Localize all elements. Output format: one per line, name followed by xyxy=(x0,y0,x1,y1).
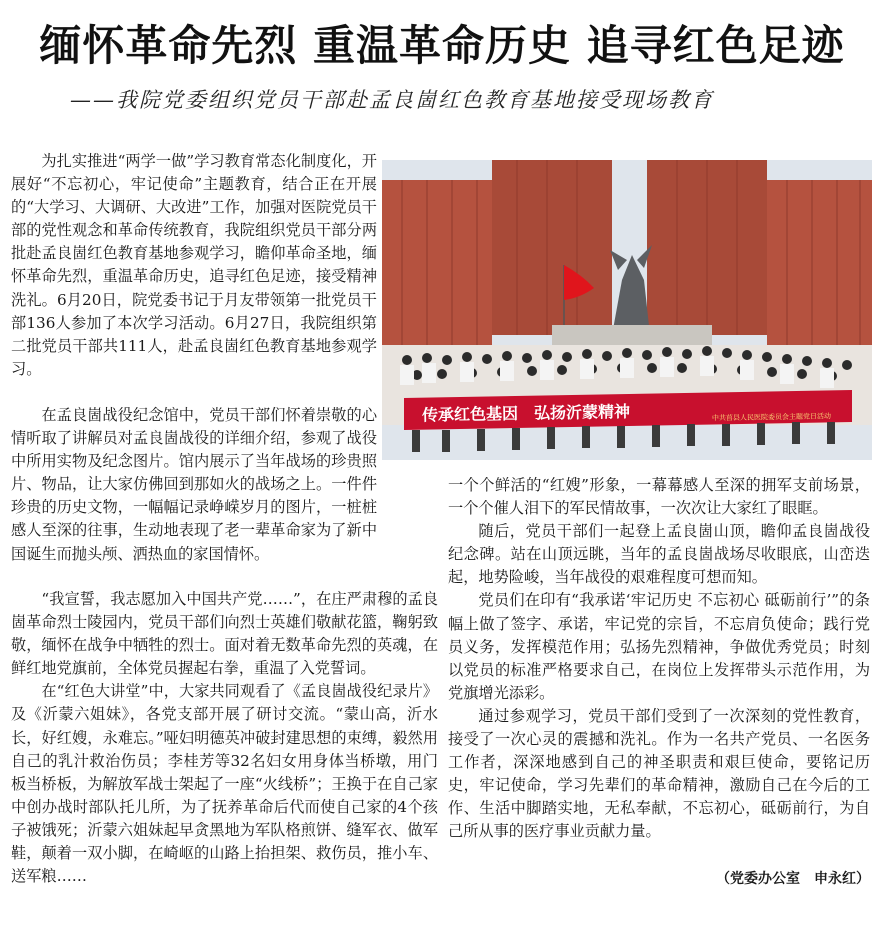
text-column-left xyxy=(11,150,377,381)
text-column-right xyxy=(448,474,870,844)
paragraph-1: 为扎实推进“两学一做”学习教育常态化制度化，开展好“不忘初心，牢记使命”主题教育，结合正在开展的“大学习、大调研、大改进”工作，加强对医院党员干部的党性观念和革命传统教育，我院组织党员干部分两批赴孟良崮红色教育基地参观学习，瞻仰革命圣地，缅怀革命先烈，重温革命历史，追寻红色足迹，接受精神洗礼。6月20日，院党委书记于月友带领第一批党员干部136人参加了本次学习活动。6月27日，我院组织第二批党员干部共111人，赴孟良崮红色教育基地参观学习。 xyxy=(11,152,377,378)
paragraph-7: 党员们在印有“我承诺‘牢记历史 不忘初心 砥砺前行’”的条幅上做了签字、承诺，牢记党的宗旨，不忘肩负使命；践行党员义务，发挥模范作用；弘扬先烈精神，争做优秀党员；时刻以党员的标准严格要求自己，在岗位上发挥带头示范作用，为党旗增光添彩。 xyxy=(448,591,870,702)
banner-main-text: 传承红色基因 弘扬沂蒙精神 xyxy=(421,401,631,425)
text-column-left-3 xyxy=(11,588,438,888)
article-subtitle: ——我院党委组织党员干部赴孟良崮红色教育基地接受现场教育 xyxy=(70,88,714,112)
paragraph-3: “我宣誓，我志愿加入中国共产党……”，在庄严肃穆的孟良崮革命烈士陵园内，党员干部们向烈士英雄们敬献花篮，鞠躬致敬，缅怀在战争中牺牲的烈士。面对着无数革命先烈的英魂，在鲜红地党旗前，全体党员握起右拳，重温了入党誓词。 xyxy=(11,590,438,678)
paragraph-8: 通过参观学习，党员干部们受到了一次深刻的党性教育，接受了一次心灵的震撼和洗礼。作为一名共产党员、一名医务工作者，深深地感到自己的神圣职责和艰巨使命，要铭记历史，牢记使命，学习先辈们的革命精神，激励自己在今后的工作、生活中脚踏实地，无私奉献，不忘初心，砥砺前行，为自己所从事的医疗事业贡献力量。 xyxy=(448,706,870,841)
paragraph-4: 在“红色大讲堂”中，大家共同观看了《孟良崮战役纪录片》及《沂蒙六姐妹》，各党支部开展了研讨交流。“蒙山高，沂水长，好红嫂，永难忘。”哑妇明德英冲破封建思想的束缚，毅然用自己的乳汁救治伤员；李桂芳等32名妇女用身体当桥墩，用门板当桥板，为解放军战士架起了一座“火线桥”；王换于在自己家中创办战时部队托儿所，为了抚养革命后代而使自己家的4个孩子被饿死；沂蒙六姐妹起早贪黑地为军队格煎饼、缝军衣、做军鞋，颠着一双小脚，在崎岖的山路上抬担架、救伤员，推小车、送军粮…… xyxy=(11,682,438,886)
group-photo xyxy=(382,160,872,460)
article-title: 缅怀革命先烈 重温革命历史 追寻红色足迹 xyxy=(39,21,845,70)
paragraph-6: 随后，党员干部们一起登上孟良崮山顶，瞻仰孟良崮战役纪念碑。站在山顶远眺，当年的孟良崮战场尽收眼底，山峦迭起，地势险峻，当年战役的艰难程度可想而知。 xyxy=(448,522,870,587)
author-signature: （党委办公室 申永红） xyxy=(716,871,870,887)
paragraph-5: 一个个鲜活的“红嫂”形象，一幕幕感人至深的拥军支前场景，一个个催人泪下的军民情故事，一次次让大家红了眼眶。 xyxy=(448,476,870,518)
text-column-left-2 xyxy=(11,404,377,566)
banner-sub-text: 中共莒县人民医院委员会主题党日活动 xyxy=(711,412,832,423)
paragraph-2: 在孟良崮战役纪念馆中，党员干部们怀着崇敬的心情听取了讲解员对孟良崮战役的详细介绍，参观了战役中所用实物及纪念图片。馆内展示了当年战场的珍贵照片、物品，让大家仿佛回到那如火的战场之上。一件件珍贵的历史文物，一幅幅记录峥嵘岁月的图片，一桩桩感人至深的往事，生动地表现了老一辈革命家为了新中国诞生而抛头颅、洒热血的家国情怀。 xyxy=(11,406,377,563)
